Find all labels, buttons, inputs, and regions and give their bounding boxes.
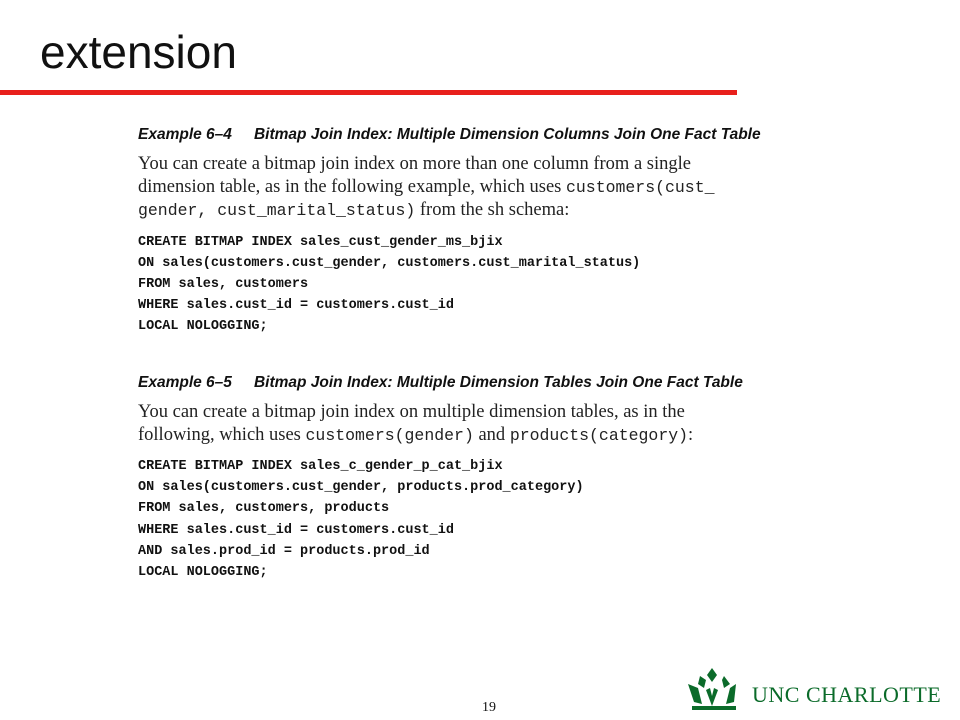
description-line [138, 176, 858, 200]
code-line: ON sales(customers.cust_gender, customers.cust_marital_status) [138, 255, 641, 271]
code-block [138, 232, 858, 338]
page-number: 19 [482, 700, 496, 715]
code-line: AND sales.prod_id = products.prod_id [138, 543, 430, 559]
description-text: following, which uses [138, 424, 306, 445]
description-text: and [473, 424, 510, 445]
description-text: dimension table, as in the following example, which uses [138, 176, 566, 197]
code-line: FROM sales, customers, products [138, 501, 390, 517]
code-line: WHERE sales.cust_id = customers.cust_id [138, 298, 454, 314]
logo-text: UNC CHARLOTTE [752, 682, 942, 707]
example-description [138, 153, 858, 223]
example-heading [138, 124, 858, 146]
example-number: Example 6–5 [138, 374, 232, 391]
code-line: CREATE BITMAP INDEX sales_cust_gender_ms_bjix [138, 234, 503, 250]
code-line: FROM sales, customers [138, 276, 309, 292]
slide-content [138, 124, 858, 581]
slide-title: extension [40, 26, 237, 78]
code-line: LOCAL NOLOGGING; [138, 565, 268, 581]
code-line: ON sales(customers.cust_gender, products.prod_category) [138, 480, 584, 496]
title-divider [0, 90, 737, 95]
inline-code: gender, cust_marital_status) [138, 201, 416, 220]
university-crest-icon [682, 666, 746, 714]
code-line: LOCAL NOLOGGING; [138, 319, 268, 335]
university-logo [682, 666, 942, 714]
inline-code: customers(cust_ [565, 177, 715, 197]
example-heading [138, 372, 743, 394]
description-line [138, 199, 858, 223]
description-text: : [688, 424, 694, 445]
example-6-5 [138, 372, 743, 583]
code-line: CREATE BITMAP INDEX sales_c_gender_p_cat_bjix [138, 459, 503, 474]
code-block [138, 456, 743, 583]
inline-code: customers(gender) [305, 425, 474, 445]
example-number: Example 6–4 [138, 126, 232, 143]
example-title: Bitmap Join Index: Multiple Dimension Columns Join One Fact Table [253, 126, 761, 143]
example-title: Bitmap Join Index: Multiple Dimension Tables Join One Fact Table [253, 374, 743, 391]
inline-code: products(category) [509, 425, 689, 445]
description-text: from the sh schema: [415, 200, 570, 220]
description-line: You can create a bitmap join index on multiple dimension tables, as in the [138, 402, 685, 422]
description-line: You can create a bitmap join index on more than one column from a single [138, 154, 691, 174]
example-description [138, 401, 743, 447]
description-line [138, 424, 743, 448]
example-6-4 [138, 124, 858, 338]
code-line: WHERE sales.cust_id = customers.cust_id [138, 522, 454, 538]
